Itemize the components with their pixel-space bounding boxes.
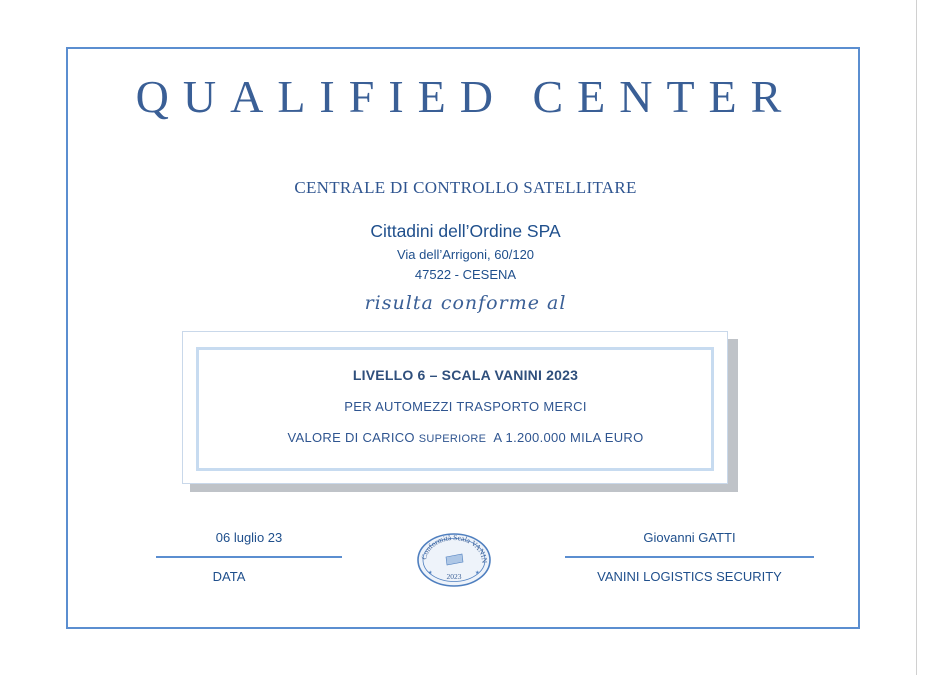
date-value: 06 luglio 23 — [215, 530, 283, 545]
load-value-qualifier: SUPERIORE — [418, 433, 487, 445]
vehicle-category: PER AUTOMEZZI TRASPORTO MERCI — [344, 399, 587, 414]
seal-year: 2023 — [446, 572, 462, 581]
certificate-subtitle: CENTRALE DI CONTROLLO SATELLITARE — [294, 178, 637, 197]
signer-signature-line — [565, 556, 814, 558]
company-address-city: 47522 - CESENA — [414, 267, 517, 282]
load-value-prefix: VALORE DI CARICO — [287, 430, 415, 445]
signer-name: Giovanni GATTI — [643, 530, 736, 545]
conformity-seal — [416, 532, 492, 588]
date-signature-line — [156, 556, 342, 558]
level-heading: LIVELLO 6 – SCALA VANINI 2023 — [352, 367, 579, 383]
company-address-street: Via dell’Arrigoni, 60/120 — [396, 247, 535, 262]
date-label: DATA — [212, 569, 246, 584]
company-name: Cittadini dell’Ordine SPA — [370, 221, 561, 241]
load-value-text — [0, 430, 931, 445]
signer-organization: VANINI LOGISTICS SECURITY — [597, 569, 782, 584]
seal-star-right-icon: ★ — [475, 570, 480, 576]
seal-arc-text: Conformità Scala VANIN — [419, 532, 490, 564]
load-value-amount: A 1.200.000 MILA EURO — [493, 430, 644, 445]
conformity-text: risulta conforme al — [364, 292, 567, 314]
certificate-title: QUALIFIED CENTER — [135, 71, 796, 122]
seal-star-left-icon: ★ — [428, 570, 433, 576]
